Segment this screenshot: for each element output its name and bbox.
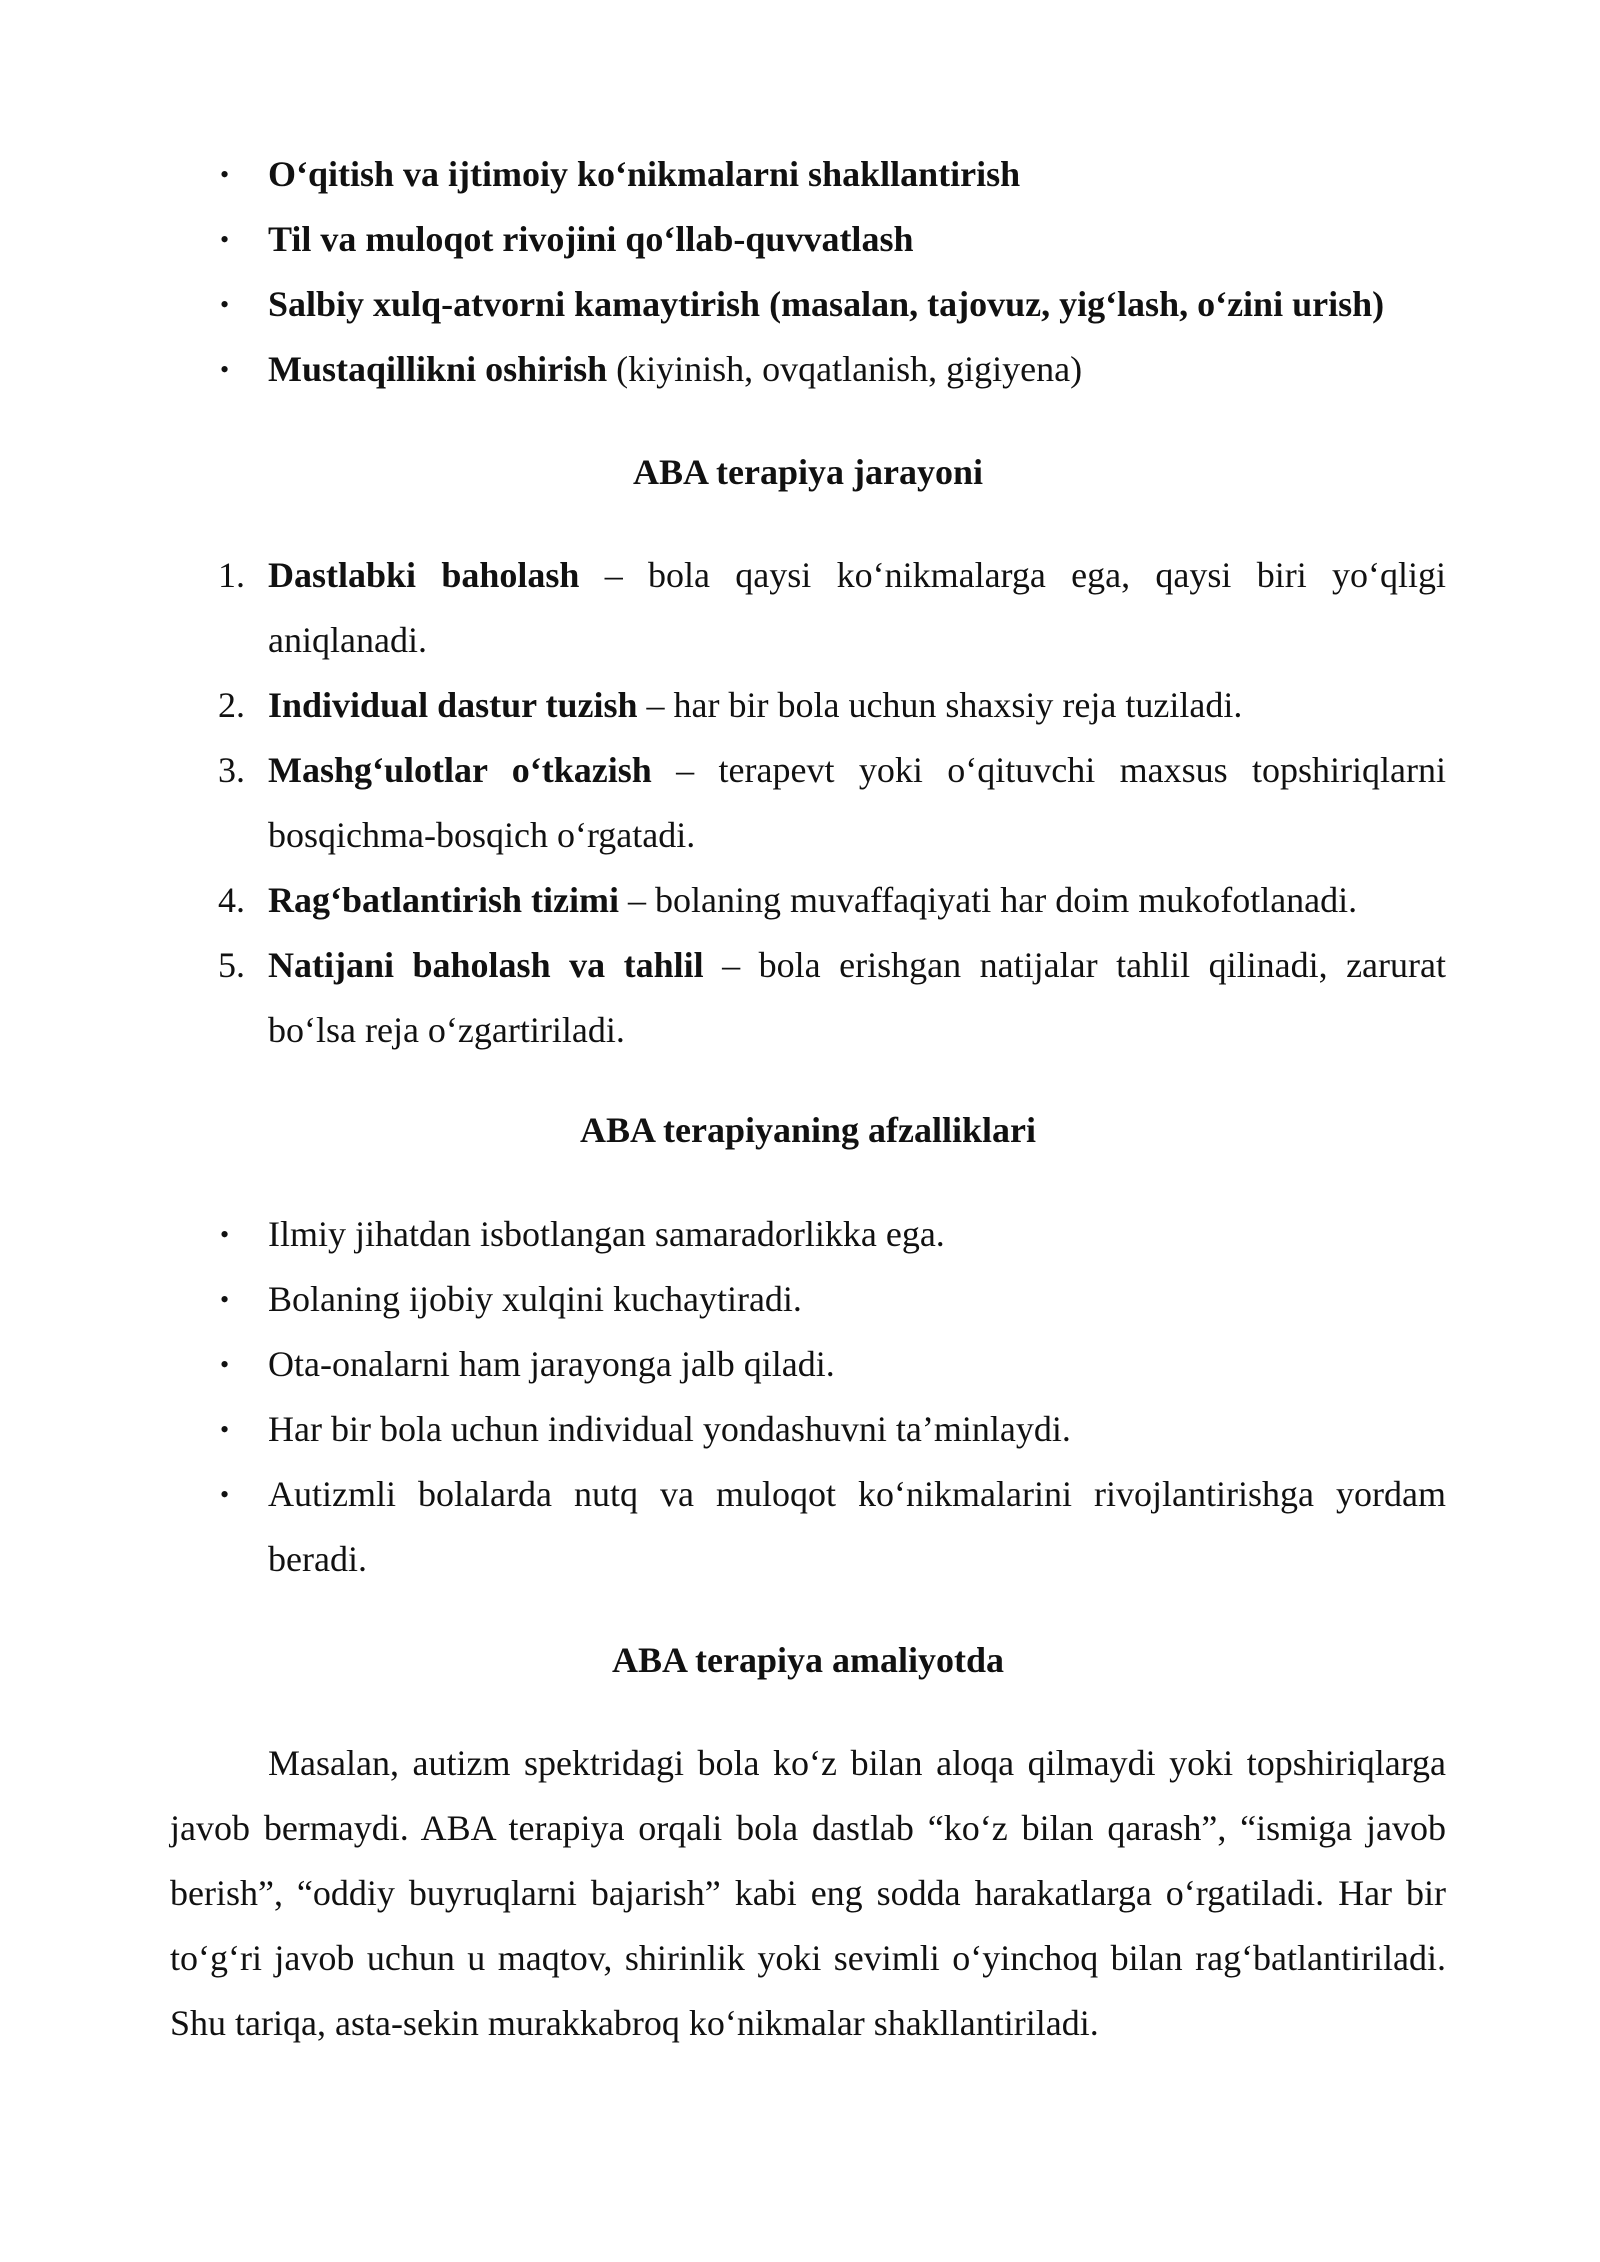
advantages-list-block: [170, 1202, 1446, 1592]
list-item-bold: Salbiy xulq-atvorni kamaytirish (masalan, tajovuz, yig‘lash, o‘zini urish): [268, 284, 1385, 324]
bullet-icon: •: [220, 1285, 230, 1314]
list-item-text: Bolaning ijobiy xulqini kuchaytiradi.: [268, 1279, 802, 1319]
steps-list: [170, 543, 1446, 1063]
list-item-text: Ilmiy jihatdan isbotlangan samaradorlikka ega.: [268, 1214, 945, 1254]
step-text: – har bir bola uchun shaxsiy reja tuziladi.: [637, 685, 1243, 725]
list-item: [170, 1332, 1446, 1397]
list-item-text: Autizmli bolalarda nutq va muloqot ko‘nikmalarini rivojlantirishga yordam beradi.: [268, 1474, 1446, 1579]
list-item: [170, 933, 1446, 1063]
step-title: Individual dastur tuzish: [268, 685, 638, 725]
list-item-bold: Mustaqillikni oshirish: [268, 349, 608, 389]
list-item: [170, 868, 1446, 933]
step-number: 3.: [218, 750, 245, 790]
step-text: – terapevt yoki o‘qituvchi maxsus topshiriqlarni bosqichma-bosqich o‘rgatadi.: [268, 750, 1446, 855]
bullet-icon: •: [220, 1220, 230, 1249]
list-item: [170, 1397, 1446, 1462]
bullet-icon: •: [220, 160, 230, 189]
step-title: Dastlabki baholash: [268, 555, 580, 595]
step-text: – bola erishgan natijalar tahlil qilinadi, zarurat bo‘lsa reja o‘zgartiriladi.: [268, 945, 1446, 1050]
step-number: 2.: [218, 685, 245, 725]
list-item: [170, 272, 1446, 337]
list-item: [170, 543, 1446, 673]
goals-list-block: [170, 142, 1446, 402]
section-heading-advantages: ABA terapiyaning afzalliklari: [579, 1110, 1036, 1150]
list-item: [170, 337, 1446, 402]
section-heading-practice: ABA terapiya amaliyotda: [612, 1640, 1004, 1680]
list-item: [170, 142, 1446, 207]
advantages-list: [170, 1202, 1446, 1592]
step-number: 4.: [218, 880, 245, 920]
bullet-icon: •: [220, 355, 230, 384]
bullet-icon: •: [220, 1480, 230, 1509]
step-title: Mashg‘ulotlar o‘tkazish: [268, 750, 652, 790]
step-title: Natijani baholash va tahlil: [268, 945, 704, 985]
section-heading-process: ABA terapiya jarayoni: [633, 452, 983, 492]
step-number: 1.: [218, 555, 245, 595]
list-item: [170, 673, 1446, 738]
list-item-text: Har bir bola uchun individual yondashuvni ta’minlaydi.: [268, 1409, 1071, 1449]
list-item: [170, 1462, 1446, 1592]
step-number: 5.: [218, 945, 245, 985]
list-item-bold: Til va muloqot rivojini qo‘llab-quvvatlash: [268, 219, 914, 259]
bullet-icon: •: [220, 1350, 230, 1379]
step-title: Rag‘batlantirish tizimi: [268, 880, 619, 920]
list-item: [170, 1267, 1446, 1332]
goals-list: [170, 142, 1446, 402]
list-item-bold: O‘qitish va ijtimoiy ko‘nikmalarni shakllantirish: [268, 154, 1021, 194]
list-item-text: (kiyinish, ovqatlanish, gigiyena): [607, 349, 1083, 389]
list-item: [170, 1202, 1446, 1267]
bullet-icon: •: [220, 225, 230, 254]
list-item: [170, 207, 1446, 272]
step-text: – bolaning muvaffaqiyati har doim mukofotlanadi.: [618, 880, 1358, 920]
bullet-icon: •: [220, 1415, 230, 1444]
step-text: – bola qaysi ko‘nikmalarga ega, qaysi biri yo‘qligi aniqlanadi.: [268, 555, 1446, 660]
steps-list-block: [170, 543, 1446, 1063]
list-item: [170, 738, 1446, 868]
list-item-text: Ota-onalarni ham jarayonga jalb qiladi.: [268, 1344, 835, 1384]
bullet-icon: •: [220, 290, 230, 319]
practice-paragraph: Masalan, autizm spektridagi bola ko‘z bilan aloqa qilmaydi yoki topshiriqlarga javob bermaydi. ABA terapiya orqali bola dastlab “ko‘z bilan qarash”, “ismiga javob berish”, “oddiy buyruqlarni bajarish” kabi eng sodda harakatlarga o‘rgatiladi. Har bir to‘g‘ri javob uchun u maqtov, shirinlik yoki sevimli o‘yinchoq bilan rag‘batlantiriladi. Shu tariqa, asta-sekin murakkabroq ko‘nikmalar shakllantiriladi.: [170, 1743, 1446, 2043]
